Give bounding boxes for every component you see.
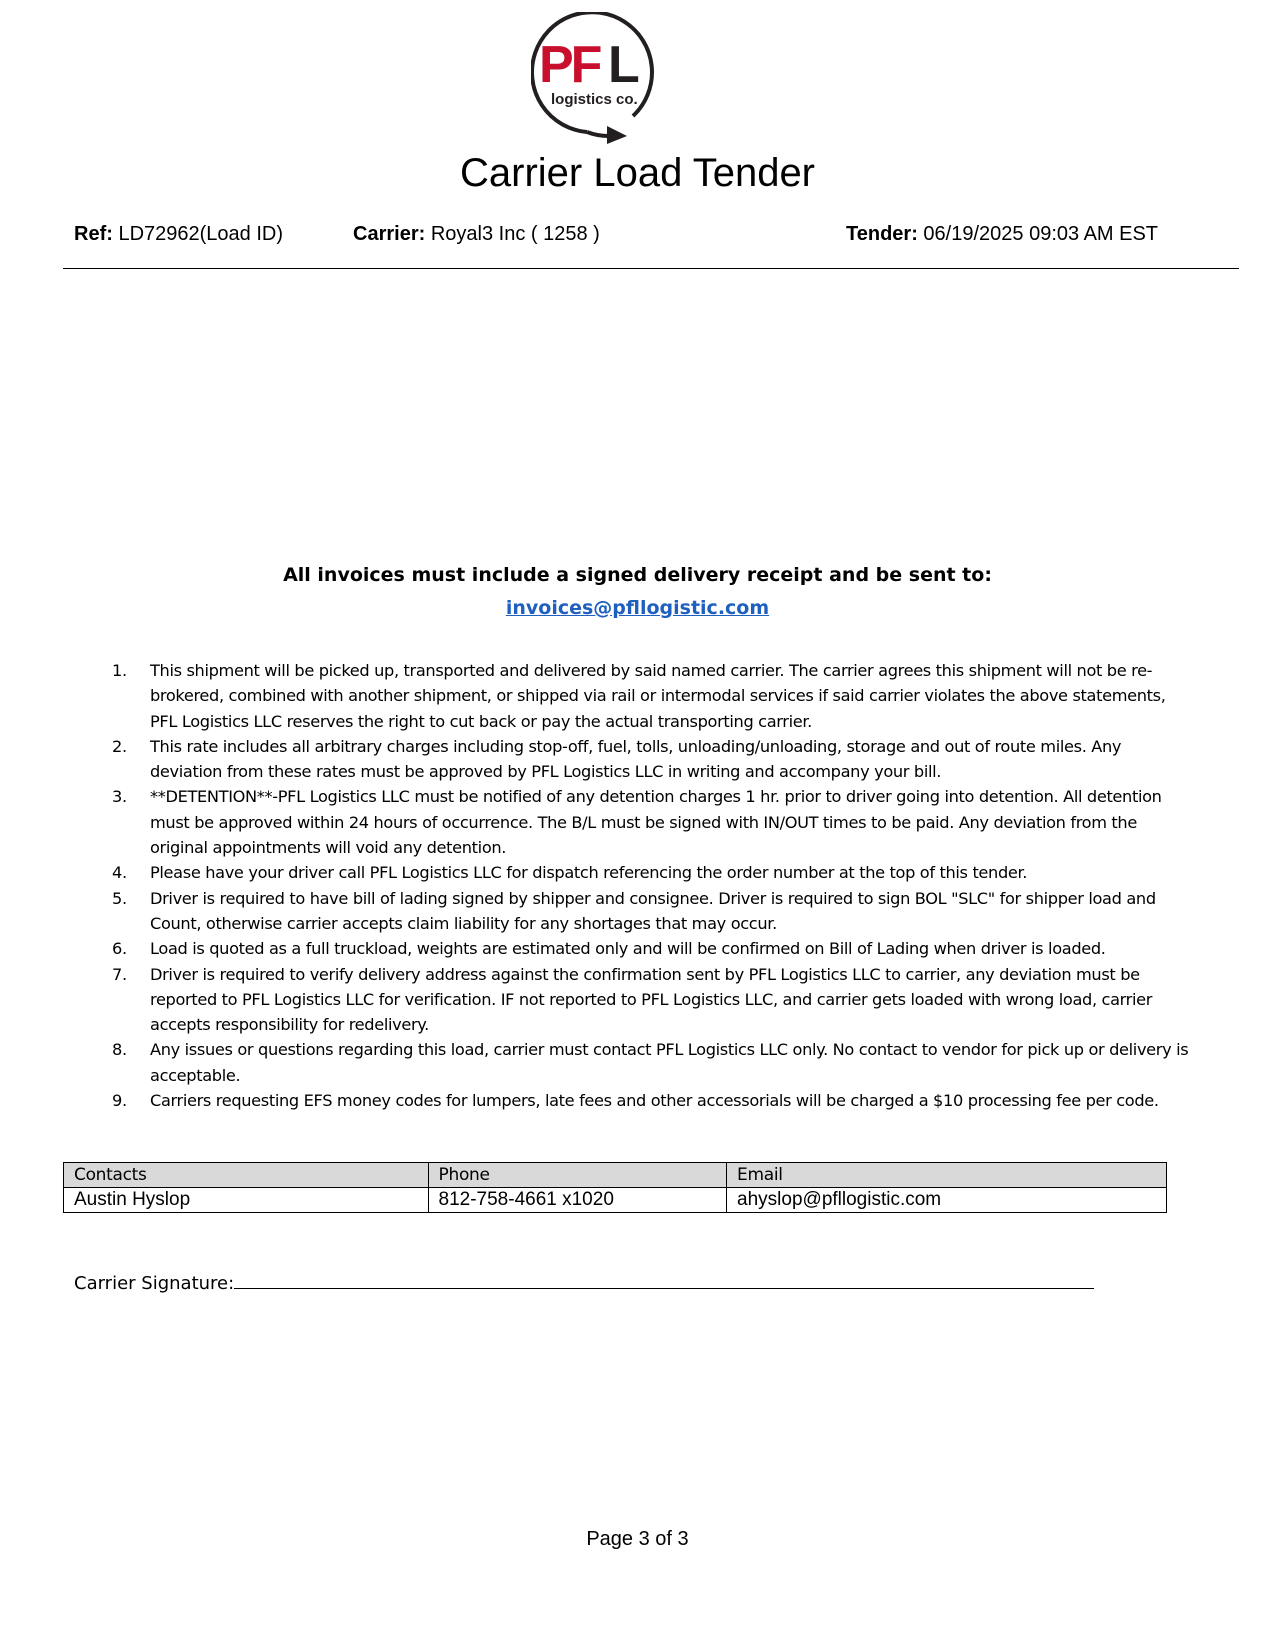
svg-text:L: L xyxy=(608,36,640,94)
term-item xyxy=(108,860,1193,885)
carrier-value: Royal3 Inc ( 1258 ) xyxy=(425,223,600,245)
term-item xyxy=(108,734,1193,785)
term-number: 8. xyxy=(112,1040,127,1060)
signature-label: Carrier Signature: xyxy=(74,1273,235,1294)
pfl-logo xyxy=(531,12,681,147)
term-number: 9. xyxy=(112,1091,127,1111)
signature-line[interactable] xyxy=(234,1270,1094,1289)
carrier-field xyxy=(353,222,600,246)
carrier-label: Carrier: xyxy=(353,223,426,245)
tender-field xyxy=(846,222,1158,246)
term-item xyxy=(108,1088,1193,1113)
term-item xyxy=(108,658,1193,734)
term-number: 4. xyxy=(112,863,127,883)
contact-email[interactable]: ahyslop@pfllogistic.com xyxy=(727,1188,1167,1213)
column-header-contacts: Contacts xyxy=(64,1163,429,1188)
term-item xyxy=(108,886,1193,937)
term-text: This rate includes all arbitrary charges including stop-off, fuel, tolls, unloading/unloading, storage and out of route miles. Any deviation from these rates must be approved by PFL Logistics LLC in writing and accompany your bill. xyxy=(150,736,1122,782)
term-text: Driver is required to have bill of lading signed by shipper and consignee. Driver is required to sign BOL "SLC" for shipper load and Count, otherwise carrier accepts claim liability for any shortages that may occur. xyxy=(150,888,1156,933)
carrier-signature xyxy=(74,1270,1094,1296)
term-text: Load is quoted as a full truckload, weights are estimated only and will be confirmed on Bill of Lading when driver is loaded. xyxy=(150,939,1106,959)
contacts-table xyxy=(63,1162,1167,1213)
term-number: 2. xyxy=(112,736,127,756)
term-item xyxy=(108,936,1193,961)
term-number: 6. xyxy=(112,939,127,959)
term-number: 3. xyxy=(112,787,127,807)
terms-list xyxy=(108,658,1193,1113)
term-item xyxy=(108,784,1193,860)
tender-value: 06/19/2025 09:03 AM EST xyxy=(917,223,1159,245)
term-text: **DETENTION**-PFL Logistics LLC must be notified of any detention charges 1 hr. prior to driver going into detention. All detention must be approved within 24 hours of occurrence. The B/L must be signed with IN/OUT times to be paid. Any deviation from the original appointments will void any detention. xyxy=(150,787,1162,858)
svg-text:PF: PF xyxy=(539,36,600,94)
contact-name: Austin Hyslop xyxy=(64,1188,429,1213)
document-title: Carrier Load Tender xyxy=(459,151,816,195)
column-header-phone: Phone xyxy=(428,1163,727,1188)
ref-field xyxy=(74,222,283,246)
svg-text:logistics co.: logistics co. xyxy=(551,91,638,108)
ref-value: LD72962(Load ID) xyxy=(112,223,283,245)
term-item xyxy=(108,962,1193,1038)
term-item xyxy=(108,1037,1193,1088)
term-text: Any issues or questions regarding this load, carrier must contact PFL Logistics LLC only. No contact to vendor for pick up or delivery is acceptable. xyxy=(150,1040,1189,1085)
column-header-email: Email xyxy=(727,1163,1167,1188)
ref-label: Ref: xyxy=(74,223,113,245)
term-number: 1. xyxy=(112,661,127,680)
term-text: Carriers requesting EFS money codes for lumpers, late fees and other accessorials will be charged a $10 processing fee per code. xyxy=(150,1091,1159,1111)
invoice-notice: All invoices must include a signed delivery receipt and be sent to: xyxy=(283,564,992,586)
header-divider xyxy=(63,268,1239,269)
tender-label: Tender: xyxy=(846,223,918,245)
table-row xyxy=(64,1188,1167,1213)
contact-phone: 812-758-4661 x1020 xyxy=(428,1188,727,1213)
page-number: Page 3 of 3 xyxy=(586,1528,689,1550)
invoice-email-link[interactable]: invoices@pfllogistic.com xyxy=(505,597,770,619)
term-text: Driver is required to verify delivery address against the confirmation sent by PFL Logistics LLC to carrier, any deviation must be reported to PFL Logistics LLC for verification. IF not reported to PFL Logistics LLC, and carrier gets loaded with wrong load, carrier accepts responsibility for redelivery. xyxy=(150,964,1153,1035)
term-number: 5. xyxy=(112,888,127,908)
term-text: Please have your driver call PFL Logistics LLC for dispatch referencing the order number at the top of this tender. xyxy=(150,863,1028,883)
term-number: 7. xyxy=(112,964,127,984)
term-text: This shipment will be picked up, transported and delivered by said named carrier. The carrier agrees this shipment will not be re-brokered, combined with another shipment, or shipped via rail or intermodal services if said carrier violates the above statements, PFL Logistics LLC reserves the right to cut back or pay the actual transporting carrier. xyxy=(150,661,1166,731)
table-header-row xyxy=(64,1163,1167,1188)
